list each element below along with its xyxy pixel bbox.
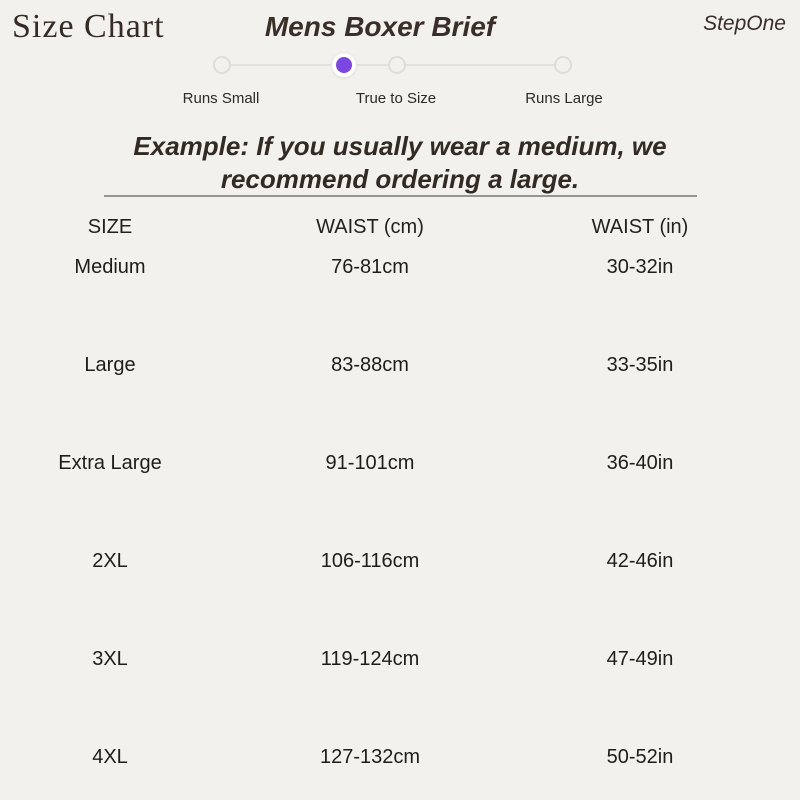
table-header-size: SIZE: [87, 216, 133, 238]
divider: [104, 195, 697, 197]
fit-label-runs-large: Runs Large: [525, 90, 603, 107]
size-table: [0, 214, 800, 800]
cell-size: Medium: [74, 256, 146, 278]
fit-label-true-to-size: True to Size: [355, 90, 437, 107]
cell-waist-in: 30-32in: [606, 256, 674, 278]
cell-waist-cm: 127-132cm: [319, 746, 421, 768]
cell-size: 3XL: [92, 648, 128, 670]
cell-waist-in: 47-49in: [606, 648, 674, 670]
cell-size: 4XL: [92, 746, 128, 768]
fit-stop-marker-true-to-size: [388, 56, 406, 74]
cell-waist-cm: 119-124cm: [320, 648, 420, 670]
cell-size: 2XL: [92, 550, 128, 572]
example-note-line1: Example: If you usually wear a medium, we: [133, 131, 667, 161]
example-note-line2: recommend ordering a large.: [220, 164, 580, 194]
cell-waist-cm: 91-101cm: [325, 452, 415, 474]
product-name: Mens Boxer Brief: [264, 11, 496, 42]
table-row: [0, 546, 760, 644]
fit-slider-thumb-dot-icon: [336, 57, 352, 73]
cell-waist-cm: 106-116cm: [320, 550, 420, 572]
page-title: Size Chart: [12, 8, 165, 45]
fit-slider-thumb[interactable]: [331, 52, 357, 78]
table-row: [0, 252, 760, 350]
cell-waist-in: 36-40in: [606, 452, 674, 474]
example-note: [0, 130, 800, 196]
table-header-row: [0, 214, 760, 240]
fit-stop-marker-runs-small: [213, 56, 231, 74]
fit-stop-marker-runs-large: [554, 56, 572, 74]
cell-size: Extra Large: [58, 452, 162, 474]
cell-waist-in: 50-52in: [606, 746, 674, 768]
table-row: [0, 742, 760, 800]
table-row: [0, 448, 760, 546]
cell-waist-cm: 83-88cm: [331, 354, 409, 376]
table-row: [0, 350, 760, 448]
brand-logo: StepOne: [703, 12, 786, 35]
table-row: [0, 644, 760, 742]
cell-size: Large: [84, 354, 136, 376]
table-header-waist-in: WAIST (in): [591, 216, 689, 238]
cell-waist-in: 42-46in: [606, 550, 674, 572]
fit-label-runs-small: Runs Small: [182, 90, 260, 107]
cell-waist-cm: 76-81cm: [331, 256, 409, 278]
cell-waist-in: 33-35in: [606, 354, 674, 376]
table-header-waist-cm: WAIST (cm): [316, 216, 424, 238]
